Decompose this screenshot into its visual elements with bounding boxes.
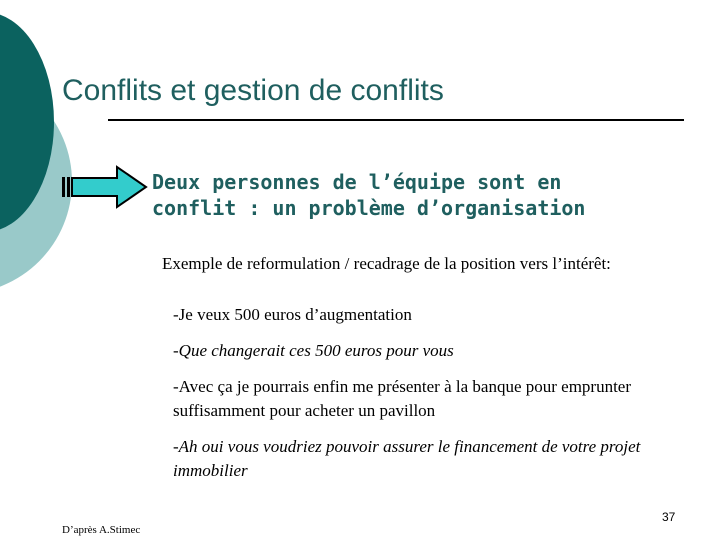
list-item: -Ah oui vous voudriez pouvoir assurer le financement de votre projet immobilier [173, 437, 641, 480]
slide-title: Conflits et gestion de conflits [62, 74, 444, 107]
right-arrow-icon [62, 164, 150, 210]
footer-credit: D’après A.Stimec [62, 524, 141, 536]
subtitle [152, 169, 585, 221]
subtitle-line-1: Deux personnes de l’équipe sont en [152, 170, 562, 194]
page-number: 37 [662, 510, 676, 524]
list-item: -Que changerait ces 500 euros pour vous [173, 341, 454, 360]
list-item: -Je veux 500 euros d’augmentation [173, 305, 412, 324]
title-underline [108, 119, 684, 121]
list-item: -Avec ça je pourrais enfin me présenter à la banque pour emprunter suffisamment pour acheter un pavillon [173, 377, 632, 420]
example-heading: Exemple de reformulation / recadrage de la position vers l’intérêt: [162, 254, 611, 273]
subtitle-line-2: conflit : un problème d’organisation [152, 196, 586, 220]
decorative-circles [0, 0, 90, 290]
